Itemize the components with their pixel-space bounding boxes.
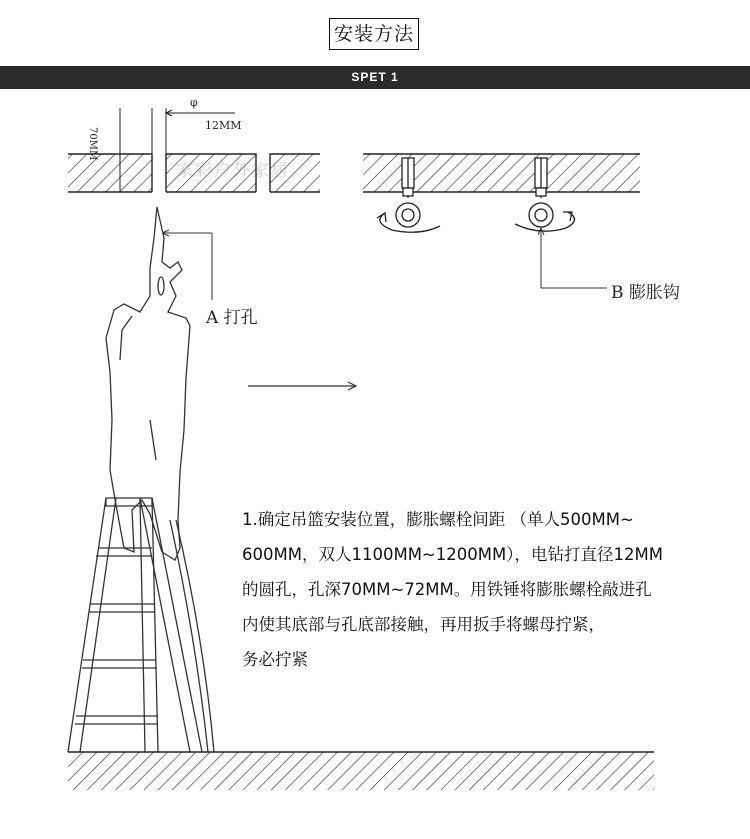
page-title: 安装方法: [329, 18, 419, 50]
instruction-line: 内使其底部与孔底部接触，再用扳手将螺母拧紧，: [242, 615, 605, 634]
watermark: 家彩户外家居: [176, 161, 290, 181]
instruction-line: 600MM，双人1100MM~1200MM），电钻打直径12MM: [242, 545, 663, 564]
label-a-drill: A 打孔: [206, 308, 258, 328]
worker-figure: [106, 207, 190, 560]
floor: [68, 752, 654, 790]
step-label: SPET 1: [351, 70, 399, 84]
direction-arrow: [248, 382, 356, 390]
callout-b: [538, 228, 607, 288]
instruction-line: 1.确定吊篮安装位置，膨胀螺栓间距 （单人500MM~: [242, 510, 634, 529]
instruction-text: [242, 502, 737, 677]
label-b-hook: B 膨胀钩: [611, 283, 680, 303]
instruction-line: 的圆孔，孔深70MM~72MM。用铁锤将膨胀螺栓敲进孔: [242, 580, 652, 599]
ladder: [68, 498, 214, 752]
hole-diameter-label: 12MM: [205, 119, 242, 132]
phi-symbol: φ: [190, 96, 198, 109]
hole-depth-label: 70MM: [87, 127, 98, 161]
instruction-line: 务必拧紧: [242, 650, 308, 669]
